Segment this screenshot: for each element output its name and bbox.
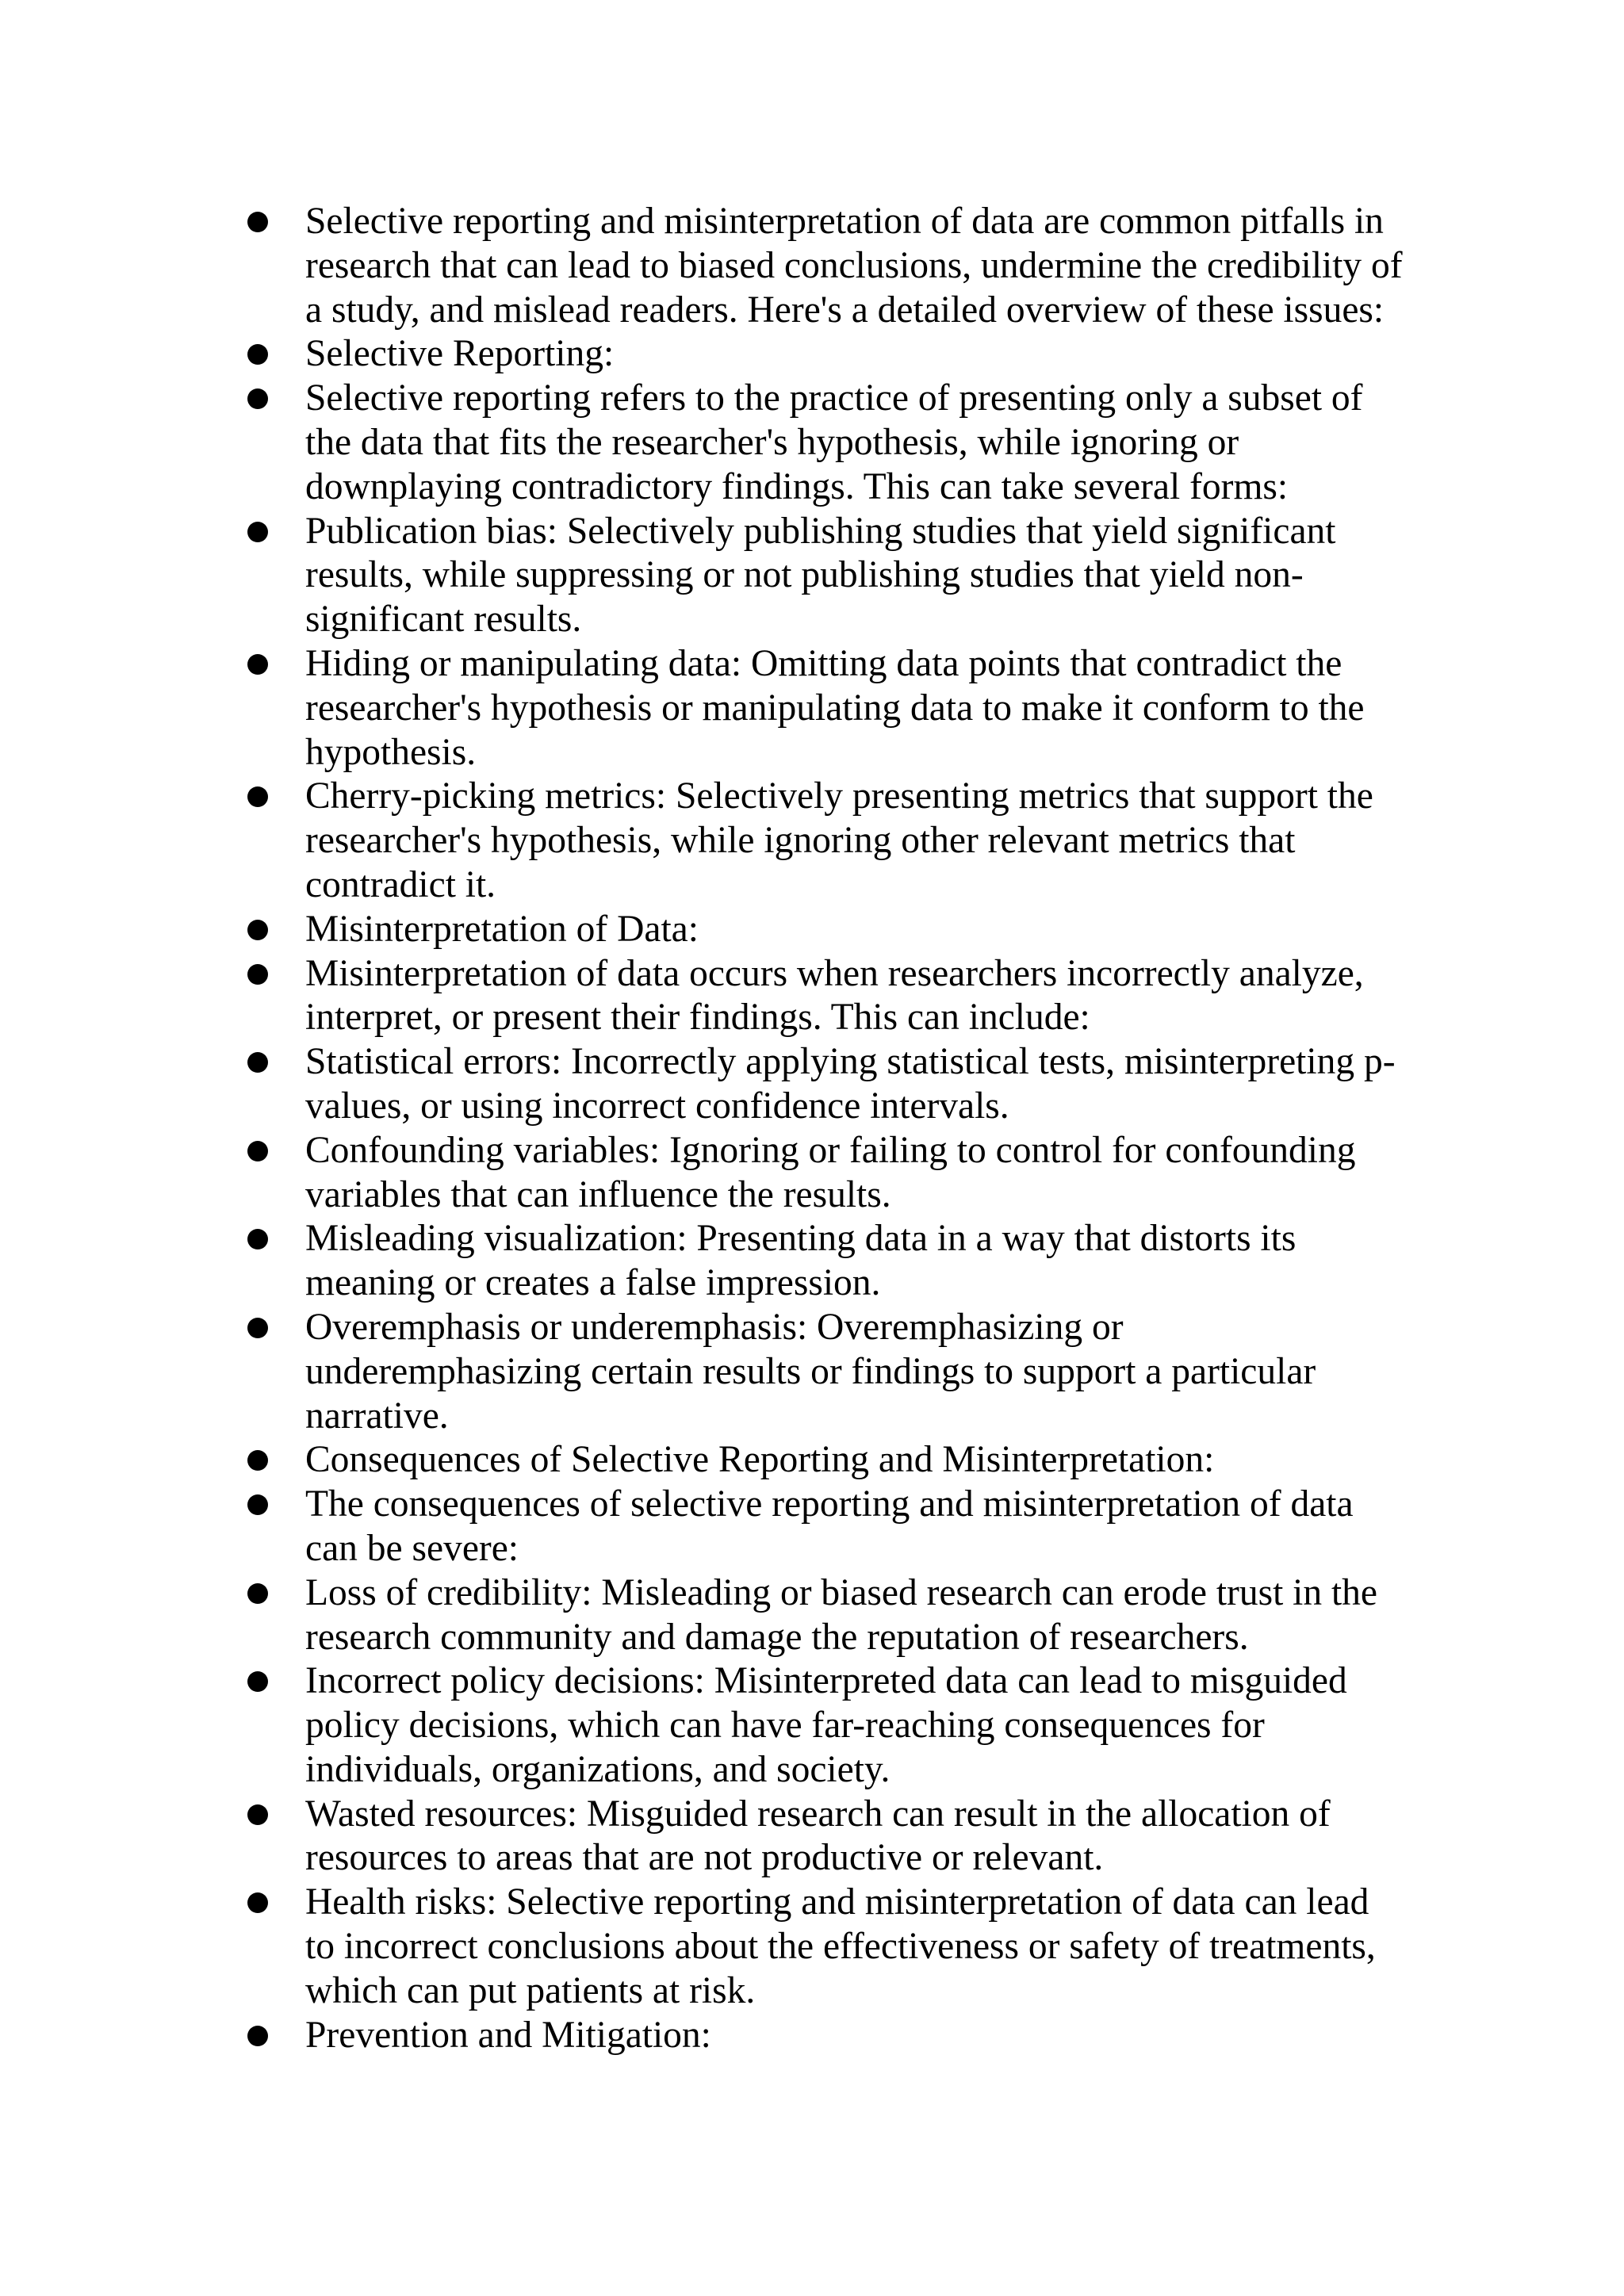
bullet-item bbox=[238, 1483, 1404, 1571]
bullet-list bbox=[238, 200, 1404, 2057]
bullet-item bbox=[238, 1040, 1404, 1129]
bullet-text: The consequences of selective reporting and misinterpretation of data can be severe: bbox=[305, 1483, 1354, 1569]
bullet-item bbox=[238, 1793, 1404, 1881]
bullet-item bbox=[238, 200, 1404, 332]
bullet-dot-icon bbox=[247, 1229, 268, 1249]
bullet-dot-icon bbox=[247, 1318, 268, 1338]
bullet-item bbox=[238, 510, 1404, 642]
bullet-item bbox=[238, 1659, 1404, 1792]
bullet-item bbox=[238, 1306, 1404, 1438]
bullet-text: Health risks: Selective reporting and misinterpretation of data can lead to incorrect conclusions about the effectiveness or safety of treatments, which can put patients at risk. bbox=[305, 1881, 1376, 2011]
bullet-text: Cherry-picking metrics: Selectively presenting metrics that support the researcher's hypothesis, while ignoring other relevant metrics that contradict it. bbox=[305, 775, 1373, 905]
bullet-dot-icon bbox=[247, 1892, 268, 1913]
bullet-text: Misleading visualization: Presenting data in a way that distorts its meaning or creates a false impression. bbox=[305, 1218, 1297, 1304]
bullet-dot-icon bbox=[247, 522, 268, 542]
bullet-dot-icon bbox=[247, 1804, 268, 1825]
bullet-text: Wasted resources: Misguided research can result in the allocation of resources to areas that are not productive or relevant. bbox=[305, 1793, 1331, 1879]
bullet-text: Selective Reporting: bbox=[305, 333, 615, 375]
bullet-dot-icon bbox=[247, 1494, 268, 1515]
bullet-dot-icon bbox=[247, 388, 268, 409]
bullet-text: Hiding or manipulating data: Omitting data points that contradict the researcher's hypothesis or manipulating data to make it conform to the hypothesis. bbox=[305, 642, 1365, 773]
bullet-text: Misinterpretation of Data: bbox=[305, 908, 699, 950]
bullet-text: Selective reporting and misinterpretation of data are common pitfalls in research that can lead to biased conclusions, undermine the credibility of a study, and mislead readers. Here's a detailed overview of these issues: bbox=[305, 201, 1403, 331]
bullet-item bbox=[238, 1438, 1404, 1483]
bullet-item bbox=[238, 1129, 1404, 1218]
bullet-dot-icon bbox=[247, 1671, 268, 1692]
bullet-dot-icon bbox=[247, 212, 268, 232]
bullet-dot-icon bbox=[247, 1450, 268, 1471]
bullet-dot-icon bbox=[247, 964, 268, 985]
bullet-dot-icon bbox=[247, 654, 268, 675]
bullet-item bbox=[238, 377, 1404, 509]
bullet-text: Prevention and Mitigation: bbox=[305, 2014, 711, 2056]
bullet-dot-icon bbox=[247, 1052, 268, 1073]
bullet-text: Confounding variables: Ignoring or failing to control for confounding variables that can influence the results. bbox=[305, 1129, 1356, 1215]
bullet-text: Overemphasis or underemphasis: Overemphasizing or underemphasizing certain results or findings to support a particular narrative. bbox=[305, 1306, 1316, 1437]
bullet-text: Consequences of Selective Reporting and Misinterpretation: bbox=[305, 1439, 1215, 1481]
bullet-dot-icon bbox=[247, 786, 268, 807]
bullet-item bbox=[238, 642, 1404, 775]
bullet-item bbox=[238, 1881, 1404, 2013]
bullet-text: Misinterpretation of data occurs when researchers incorrectly analyze, interpret, or present their findings. This can include: bbox=[305, 952, 1364, 1039]
bullet-dot-icon bbox=[247, 1141, 268, 1161]
bullet-item bbox=[238, 775, 1404, 907]
bullet-dot-icon bbox=[247, 344, 268, 365]
bullet-dot-icon bbox=[247, 2026, 268, 2046]
bullet-item bbox=[238, 908, 1404, 952]
bullet-dot-icon bbox=[247, 1583, 268, 1604]
bullet-item bbox=[238, 2014, 1404, 2058]
bullet-text: Loss of credibility: Misleading or biased research can erode trust in the research community and damage the reputation of researchers. bbox=[305, 1571, 1378, 1658]
bullet-text: Statistical errors: Incorrectly applying statistical tests, misinterpreting p-values, or using incorrect confidence intervals. bbox=[305, 1041, 1396, 1127]
bullet-item bbox=[238, 332, 1404, 377]
bullet-text: Incorrect policy decisions: Misinterpreted data can lead to misguided policy decisions, which can have far-reaching consequences for individuals, organizations, and society. bbox=[305, 1660, 1347, 1790]
bullet-text: Publication bias: Selectively publishing studies that yield significant results, while suppressing or not publishing studies that yield non-significant results. bbox=[305, 510, 1336, 641]
bullet-item bbox=[238, 1571, 1404, 1660]
bullet-text: Selective reporting refers to the practice of presenting only a subset of the data that fits the researcher's hypothesis, while ignoring or downplaying contradictory findings. This can take several forms: bbox=[305, 377, 1363, 507]
bullet-item bbox=[238, 1217, 1404, 1306]
bullet-item bbox=[238, 952, 1404, 1041]
bullet-dot-icon bbox=[247, 920, 268, 940]
